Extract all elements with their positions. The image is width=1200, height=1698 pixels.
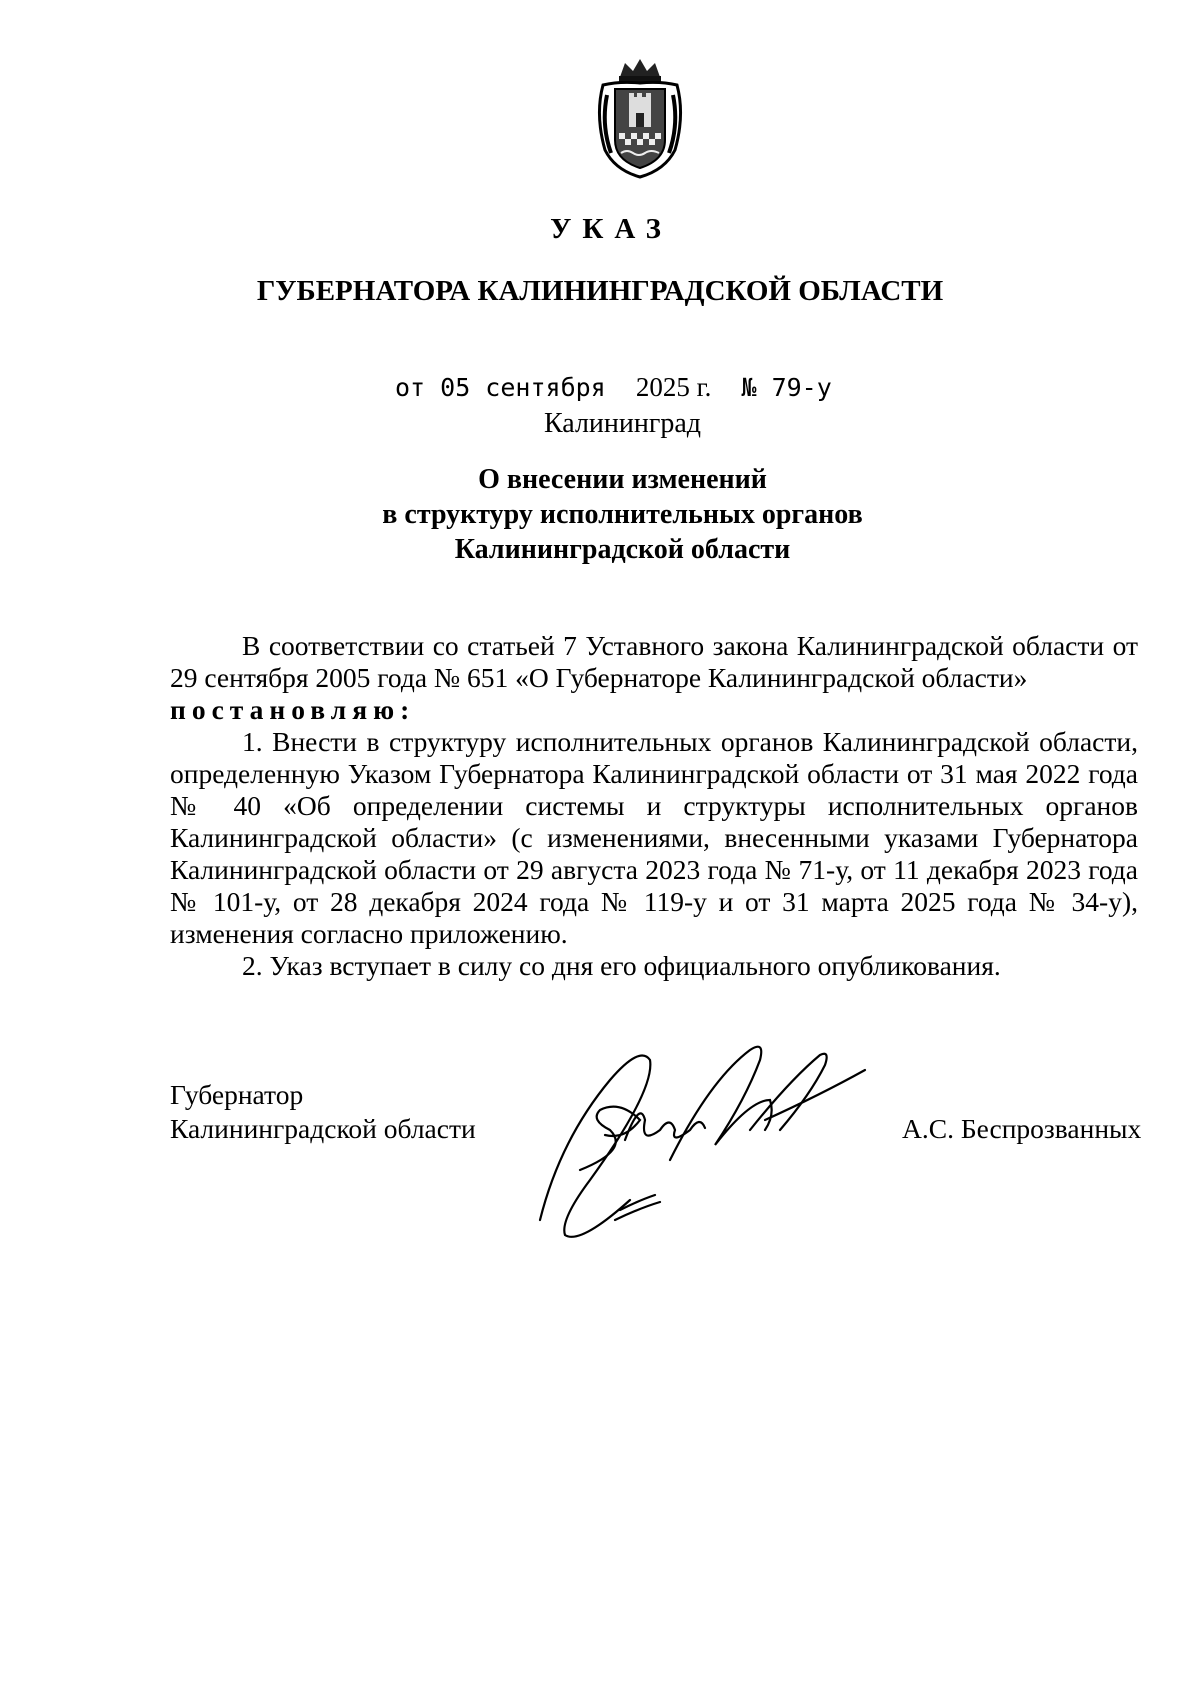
- date-text: от 05 сентября: [395, 373, 606, 402]
- preamble-paragraph: [170, 630, 1138, 726]
- date-line: [395, 372, 832, 403]
- subject-line: О внесении изменений: [478, 464, 767, 495]
- date-year: 2025 г.: [635, 372, 712, 402]
- subject-line: в структуру исполнительных органов: [382, 499, 863, 530]
- signer-title-line: Губернатор: [170, 1079, 304, 1110]
- item-2: 2. Указ вступает в силу со дня его официального опубликования.: [242, 950, 1001, 981]
- decree-body: [170, 630, 1138, 982]
- subject-line: Калининградской области: [454, 534, 791, 565]
- item-1: 1. Внести в структуру исполнительных органов Калининградской области, определенную Указом Губернатора Калининградской области от 31 мая 2022 года № 40 «Об определении системы и структуры исполнительных органов Калининградской области» (с изменениями, внесенными указами Губернатора Калининградской области от 29 августа 2023 года № 71-у, от 11 декабря 2023 года № 101-у, от 28 декабря 2024 года № 119-у и от 31 марта 2025 года № 34-у), изменения согласно приложению.: [170, 726, 1138, 949]
- signer-name: А.С. Беспрозванных: [902, 1113, 1142, 1144]
- issuer-title: ГУБЕРНАТОРА КАЛИНИНГРАДСКОЙ ОБЛАСТИ: [256, 275, 944, 307]
- signer-title-line: Калининградской области: [170, 1113, 476, 1144]
- document-heading: УКАЗ: [550, 213, 672, 245]
- decree-number: № 79-у: [741, 373, 832, 402]
- coat-of-arms-icon: [585, 55, 695, 180]
- decree-subject: [0, 462, 1200, 567]
- signer-position: [170, 1078, 476, 1146]
- preamble-text: В соответствии со статьей 7 Уставного закона Калининградской области от 29 сентября 2005 года № 651 «О Губернаторе Калининградской области»: [170, 630, 1138, 693]
- city: Калининград: [543, 408, 702, 439]
- decree-word: постановляю:: [170, 694, 416, 725]
- handwritten-signature: [520, 1020, 900, 1260]
